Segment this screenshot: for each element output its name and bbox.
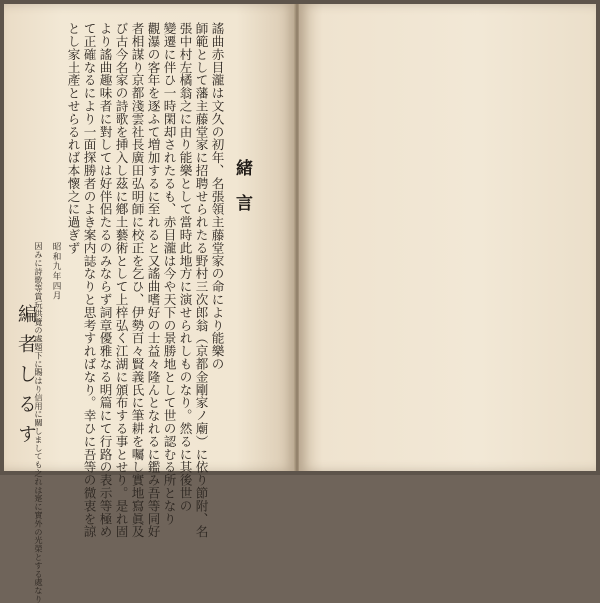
body-line-10: とし家土產とせらるれば本懷之に過ぎず (65, 22, 81, 255)
heading-char-1: 緒 (236, 159, 253, 179)
left-page (4, 4, 295, 603)
body-line-1: 謠曲赤目瀧は文久の初年、名張領主藤堂家の命により能樂の (209, 22, 225, 371)
body-line-8: より謠曲趣味者に對しては好伴侶たるのみならず詞章優雅なる明篇にて行路の表示等極め (97, 22, 113, 538)
body-line-6: 者相謀り京都淺雲社長廣田弘明師に校正を乞ひ、伊勢百々賢義氏に筆耕を囑し實地寫眞及 (129, 22, 145, 538)
right-page-blank (299, 4, 596, 471)
body-line-3: 張中村左橘翁之に由り能樂として當時此地方に演せられしものなり。然るに其後世の (177, 22, 193, 513)
note-line: 因みに詩歌等賞玩供覽の處題下に賜はり信用に關しましても之れは寔に實外の光榮とする處なり (34, 242, 44, 603)
editor-signature: 編者しるす (15, 304, 37, 454)
body-line-7: び古今名家の詩歌を挿入し茲に鄕土藝術として上梓弘く江湖に頒布する事とせり。是れ固 (113, 22, 129, 538)
body-line-5: 觀瀑の客年を逐ふて増加するに至れると又謠曲嗜好の士益々隆んとなれるに鑑み吾等同好 (145, 22, 161, 538)
date-line: 昭和九年四月 (51, 242, 61, 301)
body-line-2: 師範として藩主藤堂家に招聘せられたる野村三次郎翁（京都金剛家ノ廟）に依り節附、名 (193, 22, 209, 538)
body-line-4: 變遷に伴ひ一時閑却されたるも、赤目瀧は今や天下の景勝地として世の認むる所となり (161, 22, 177, 526)
heading-char-2: 言 (236, 194, 253, 214)
body-line-9: て正確なるにより一面探勝者のよき案内誌なりと思考すればなり。幸ひに吾等の微衷を諒 (81, 22, 97, 538)
